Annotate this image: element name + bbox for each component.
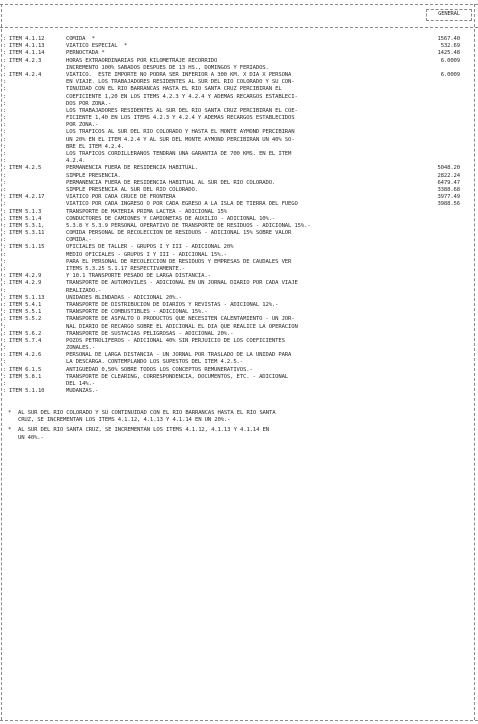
item-description: LOS TRABAJADORES RESIDENTES AL SUR DEL RIO SANTA CRUZ PERCIBIRAN EL COE- <box>66 107 298 114</box>
table-row <box>0 345 478 352</box>
item-code: ITEM 4.2.4 <box>9 71 42 78</box>
item-description: 5.3.8 Y 5.3.9 PERSONAL OPERATIVO DE TRANSPORTE DE RESIDUOS - ADICIONAL 15%.- <box>66 222 311 229</box>
item-code: ITEM 5.5.2 <box>9 316 42 323</box>
row-margin-mark: : <box>3 230 7 237</box>
row-margin-mark: : <box>3 301 7 308</box>
table-row <box>0 173 478 180</box>
item-description: TRANSPORTE DE COMBUSTIBLES - ADICIONAL 15%.- <box>66 309 208 316</box>
table-row <box>0 180 478 187</box>
row-margin-mark: : <box>3 107 7 114</box>
item-code: ITEM 5.1.3 <box>9 208 42 215</box>
table-row <box>0 79 478 86</box>
footnote-gap <box>0 442 478 445</box>
row-margin-mark: : <box>3 186 7 193</box>
row-margin-mark: : <box>3 366 7 373</box>
row-margin-mark: : <box>3 352 7 359</box>
row-margin-mark: : <box>3 381 7 387</box>
row-margin-mark: : <box>3 79 7 86</box>
table-row <box>0 331 478 338</box>
item-description: TRANSPORTE DE CLEARING, CORRESPONDENCIA, DOCUMENTOS, ETC. - ADICIONAL <box>66 373 289 380</box>
table-row <box>0 338 478 345</box>
footnote-text: AL SUR DEL RIO SANTA CRUZ, SE INCREMENTAN LOS ITEMS 4.1.12, 4.1.13 Y 4.1.14 EN <box>18 427 269 434</box>
item-code: ITEM 4.1.14 <box>9 50 45 57</box>
item-description: POR ZONA.- <box>66 122 99 129</box>
table-row <box>0 36 478 43</box>
table-row <box>0 324 478 331</box>
item-code: ITEM 5.1.10 <box>9 388 45 395</box>
item-description: ITEMS 5.3.25 5.1.17 RESPECTIVAMENTE.- <box>66 266 186 272</box>
row-margin-mark: : <box>3 136 7 143</box>
item-code: ITEM 6.1.5 <box>9 366 42 373</box>
item-description: 4.2.4. <box>66 158 86 165</box>
item-value: 5048.20 <box>437 165 460 172</box>
items-table <box>0 36 478 395</box>
table-row <box>0 115 478 122</box>
table-row <box>0 122 478 129</box>
row-margin-mark: : <box>3 86 7 93</box>
item-description: INCREMENTO 100% SABADOS DESPUES DE 13 HS., DOMINGOS Y FERIADOS. <box>66 64 269 71</box>
footnote-line <box>0 410 478 417</box>
row-margin-mark: : <box>3 273 7 280</box>
item-code: ITEM 5.1.13 <box>9 294 45 301</box>
item-description: DEL 14%.- <box>66 381 95 387</box>
item-description: PERMANENCIA FUERA DE RESIDENCIA HABITUAL AL SUR DEL RIO COLORADO. <box>66 179 276 186</box>
item-code: ITEM 5.7.4 <box>9 337 42 344</box>
row-margin-mark: : <box>3 330 7 337</box>
row-margin-mark: : <box>3 165 7 172</box>
item-description: ANTIGUEDAD 0,50% SOBRE TODOS LOS CONCEPTOS REMUNERATIVOS.- <box>66 366 253 373</box>
header-rule <box>0 27 478 28</box>
table-row <box>0 259 478 266</box>
item-description: VIATICO POR CADA CRUCE DE FRONTERA <box>66 194 176 201</box>
row-margin-mark: : <box>3 43 7 50</box>
table-row <box>0 144 478 151</box>
row-margin-mark: : <box>3 36 7 42</box>
item-value: 3988.56 <box>437 201 460 208</box>
table-row <box>0 94 478 101</box>
table-row <box>0 101 478 108</box>
item-description: TRANSPORTE DE ASFALTO O PRODUCTOS QUE NECESITEN CALENTAMIENTO - UN JOR- <box>66 316 295 323</box>
item-code: ITEM 5.4.1 <box>9 301 42 308</box>
row-margin-mark: : <box>3 287 7 294</box>
row-margin-mark: : <box>3 237 7 244</box>
item-value: 6.0009 <box>440 71 460 78</box>
bottom-border <box>0 720 478 721</box>
table-row <box>0 374 478 381</box>
item-code: ITEM 4.2.17 <box>9 194 45 201</box>
row-margin-mark: : <box>3 57 7 64</box>
item-description: UN 20% EN EL ITEM 4.2.4 Y AL SUR DEL MONTE AYMOND PERCIBIRAN UN 40% SO- <box>66 136 295 143</box>
table-row <box>0 309 478 316</box>
row-margin-mark: : <box>3 64 7 71</box>
row-margin-mark: : <box>3 266 7 272</box>
table-row <box>0 288 478 295</box>
item-value: 2822.24 <box>437 172 460 179</box>
footnote-text: UN 40%.- <box>18 434 44 441</box>
item-code: ITEM 5.1.4 <box>9 215 42 222</box>
row-margin-mark: : <box>3 280 7 287</box>
item-code: ITEM 5.6.2 <box>9 330 42 337</box>
row-margin-mark: : <box>3 122 7 129</box>
footnote-line <box>0 417 478 424</box>
item-description: COMIDA PERSONAL DE RECOLECCION DE RESIDUOS - ADICIONAL 15% SOBRE VALOR <box>66 230 292 237</box>
row-margin-mark: : <box>3 129 7 136</box>
row-margin-mark: : <box>3 244 7 251</box>
item-value: 3977.49 <box>437 194 460 201</box>
item-description: CONDUCTORES DE CAMIONES Y CAMIONETAS DE AUXILIO - ADICIONAL 10%.- <box>66 215 276 222</box>
row-margin-mark: : <box>3 151 7 157</box>
item-description: PERNOCTADA * <box>66 50 105 57</box>
item-description: POZOS PETROLIFEROS - ADICIONAL 40% SIN PERJUICIO DE LOS COEFICIENTES <box>66 337 285 344</box>
item-description: HORAS EXTRAORDINARIAS POR KILOMETRAJE RECORRIDO <box>66 57 218 64</box>
footnote-line <box>0 427 478 434</box>
footnote-text: AL SUR DEL RIO COLORADO Y SU CONTINUIDAD CON EL RIO BARRANCAS HASTA EL RIO SANTA <box>18 410 276 416</box>
table-row <box>0 86 478 93</box>
table-row <box>0 359 478 366</box>
item-description: LOS TRAFICOS AL SUR DEL RIO COLORADO Y HASTA EL MONTE AYMOND PERCIBIRAN <box>66 129 295 136</box>
item-description: TRANSPORTE DE SUSTACIAS PELIGROSAS - ADICIONAL 20%.- <box>66 330 234 337</box>
table-row <box>0 237 478 244</box>
item-description: LA DESCARGA. CONTEMPLANDO LOS SUPESTOS DEL ITEM 4.2.5.- <box>66 359 243 366</box>
row-margin-mark: : <box>3 251 7 258</box>
table-row <box>0 316 478 323</box>
item-description: VIATICO. ESTE IMPORTE NO PODRA SER INFERIOR A 300 KM. X DIA X PERSONA <box>66 71 292 78</box>
row-margin-mark: : <box>3 143 7 150</box>
item-description: COMIDA * <box>66 36 95 42</box>
table-row <box>0 295 478 302</box>
row-margin-mark: : <box>3 258 7 265</box>
item-value: 3388.68 <box>437 186 460 193</box>
row-margin-mark: : <box>3 208 7 215</box>
item-description: TRANSPORTE DE DISTRIBUCION DE DIARIOS Y REVISTAS - ADICIONAL 12%.- <box>66 301 279 308</box>
item-description: MEDIO OFICIALES - GRUPOS I Y III - ADICIONAL 15%.- <box>66 251 227 258</box>
item-code: ITEM 5.5.1 <box>9 309 42 316</box>
item-code: ITEM 5.1.15 <box>9 244 45 251</box>
row-margin-mark: : <box>3 179 7 186</box>
item-value: 6479.47 <box>437 179 460 186</box>
table-row <box>0 266 478 273</box>
item-description: NAL DIARIO DE RECARGO SOBRE EL ADICIONAL EL DIA QUE REALICE LA OPERACION <box>66 323 298 330</box>
item-code: ITEM 5.3.1, <box>9 222 45 229</box>
table-row <box>0 381 478 388</box>
row-margin-mark: : <box>3 373 7 380</box>
item-value: 1425.48 <box>437 50 460 57</box>
row-margin-mark: : <box>3 222 7 229</box>
table-row <box>0 367 478 374</box>
column-header-general: GENERAL <box>426 9 472 21</box>
item-description: UNIDADES BLINDADAS - ADICIONAL 20%.- <box>66 294 182 301</box>
table-row <box>0 388 478 395</box>
table-row <box>0 352 478 359</box>
table-row <box>0 151 478 158</box>
item-description: COEFICIENTE 1,20 EN LOS ITEMS 4.2.3 Y 4.2.4 Y ADEMAS RECARGOS ESTABLECI- <box>66 93 298 100</box>
item-code: ITEM 4.2.5 <box>9 165 42 172</box>
item-code: ITEM 5.8.1 <box>9 373 42 380</box>
row-margin-mark: : <box>3 215 7 222</box>
item-description: DOS POR ZONA.- <box>66 100 112 107</box>
row-margin-mark: : <box>3 294 7 301</box>
item-description: VIATICO POR CADA INGRESO O POR CADA EGRESO A LA ISLA DE TIERRA DEL FUEGO <box>66 201 298 208</box>
item-description: FICIENTE 1,40 EN LOS ITEMS 4.2.3 Y 4.2.4 Y ADEMAS RECARGOS ESTABLECIDOS <box>66 115 295 122</box>
footnote-text: CRUZ, SE INCREMENTAN LOS ITEMS 4.1.12, 4.1.13 Y 4.1.14 EN UN 20%.- <box>18 417 231 424</box>
row-margin-mark: : <box>3 316 7 323</box>
item-description: REALIZADO.- <box>66 287 102 294</box>
table-row <box>0 65 478 72</box>
item-description: EN VIAJE. LOS TRABAJADORES RESIDENTES AL SUR DEL RIO COLORADO Y SU CON- <box>66 79 295 86</box>
table-row <box>0 216 478 223</box>
table-row <box>0 209 478 216</box>
table-row <box>0 137 478 144</box>
footnotes <box>0 410 478 445</box>
item-description: Y 10.1 TRANSPORTE PESADO DE LARGA DISTANCIA.- <box>66 273 211 280</box>
row-margin-mark: : <box>3 337 7 344</box>
table-row <box>0 50 478 57</box>
item-code: ITEM 4.1.13 <box>9 43 45 50</box>
row-margin-mark: : <box>3 323 7 330</box>
item-code: ITEM 4.1.12 <box>9 36 45 42</box>
footnote-bullet: * <box>8 427 12 434</box>
item-description: TRANSPORTE DE AUTOMOVILES - ADICIONAL EN UN JORNAL DIARIO POR CADA VIAJE <box>66 280 298 287</box>
footnote-line <box>0 435 478 442</box>
table-row <box>0 244 478 251</box>
table-row <box>0 43 478 50</box>
item-description: ZONALES.- <box>66 345 95 352</box>
row-margin-mark: : <box>3 50 7 57</box>
item-description: SIMPLE PRESENCIA AL SUR DEL RIO COLORADO. <box>66 186 198 193</box>
item-value: 1567.40 <box>437 36 460 42</box>
item-description: TINUIDAD CON EL RIO BARRANCAS HASTA EL RIO SANTA CRUZ PERCIBIRAN EL <box>66 86 282 93</box>
row-margin-mark: : <box>3 201 7 208</box>
table-row <box>0 58 478 65</box>
table-row <box>0 165 478 172</box>
table-row <box>0 194 478 201</box>
row-margin-mark: : <box>3 359 7 366</box>
row-margin-mark: : <box>3 194 7 201</box>
item-description: LOS TRAFICOS CORDILLERANOS TENDRAN UNA GARANTIA DE 700 KMS. EN EL ITEM <box>66 151 292 157</box>
table-row <box>0 280 478 287</box>
table-row <box>0 223 478 230</box>
item-description: PERSONAL DE LARGA DISTANCIA - UN JORNAL POR TRASLADO DE LA UNIDAD PARA <box>66 352 292 359</box>
row-margin-mark: : <box>3 309 7 316</box>
item-description: COMIDA.- <box>66 237 92 244</box>
table-row <box>0 201 478 208</box>
item-description: TRANSPORTE DE MATERIA PRIMA LACTEA - ADICIONAL 15% <box>66 208 227 215</box>
item-description: PARA EL PERSONAL DE RECOLECCION DE RESIDUOS Y EMPRESAS DE CAUDALES VER <box>66 258 292 265</box>
row-margin-mark: : <box>3 388 7 395</box>
table-row <box>0 108 478 115</box>
item-value: 532.69 <box>440 43 460 50</box>
item-code: ITEM 4.2.3 <box>9 57 42 64</box>
item-value: 6.0009 <box>440 57 460 64</box>
table-row <box>0 187 478 194</box>
row-margin-mark: : <box>3 100 7 107</box>
row-margin-mark: : <box>3 71 7 78</box>
row-margin-mark: : <box>3 172 7 179</box>
row-margin-mark: : <box>3 115 7 122</box>
item-description: BRE EL ITEM 4.2.4. <box>66 143 124 150</box>
row-margin-mark: : <box>3 93 7 100</box>
item-code: ITEM 5.3.11 <box>9 230 45 237</box>
table-row <box>0 252 478 259</box>
item-description: OFICIALES DE TALLER - GRUPOS I Y III - ADICIONAL 20% <box>66 244 234 251</box>
table-row <box>0 273 478 280</box>
table-row <box>0 72 478 79</box>
footnote-bullet: * <box>8 410 12 416</box>
item-description: SIMPLE PRESENCIA. <box>66 172 121 179</box>
item-description: PERMANENCIA FUERA DE RESIDENCIA HABITUAL. <box>66 165 198 172</box>
row-margin-mark: : <box>3 158 7 165</box>
row-margin-mark: : <box>3 345 7 352</box>
table-row <box>0 302 478 309</box>
item-description: MUDANZAS.- <box>66 388 99 395</box>
item-code: ITEM 4.2.9 <box>9 273 42 280</box>
table-row <box>0 158 478 165</box>
item-code: ITEM 4.2.6 <box>9 352 42 359</box>
table-row <box>0 230 478 237</box>
table-row <box>0 129 478 136</box>
top-border <box>0 4 478 5</box>
item-code: ITEM 4.2.9 <box>9 280 42 287</box>
item-description: VIATICO ESPECIAL * <box>66 43 128 50</box>
